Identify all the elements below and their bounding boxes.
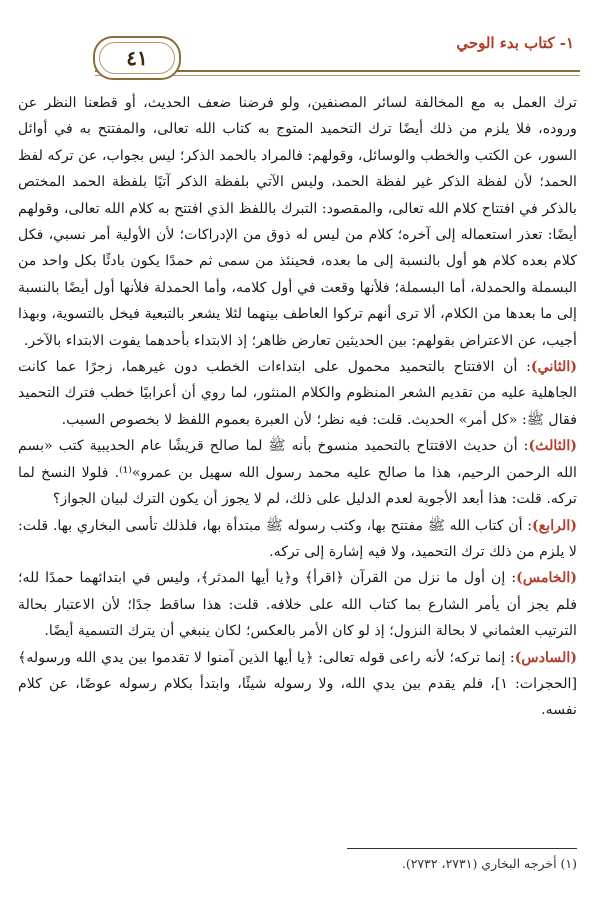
footnote-rule: [347, 848, 577, 849]
paragraph-text: : أن كتاب الله ﷺ مفتتح بها، وكتب رسوله ﷺ مبتدأة بها، فلذلك تأسى البخاري بها. قلت: لا يلزم من ذلك ترك التحميد، ولا فيه إشارة إلى تركه.: [18, 517, 577, 560]
body-text: [18, 90, 577, 724]
paragraph-5: [18, 565, 577, 644]
paragraph-lead: (الرابع): [532, 517, 577, 534]
page-header: [95, 30, 580, 84]
paragraph-4: [18, 513, 577, 566]
paragraph-3: [18, 433, 577, 512]
paragraph-text: : إن أول ما نزل من القرآن ﴿اقرأ﴾ و﴿يا أيها المدثر﴾، وليس في ابتدائهما حمدًا لله؛ فلم يجز أن يأمر الشارع بما كتاب الله على خلافه. قلت: هذا ساقط جدًا؛ لأن الاعتبار بحالة الترتيب العثماني لا بحالة النزول؛ إذ لو كان الأمر بالعكس؛ لكان ينبغي أن يترك التسمية أيضًا.: [18, 570, 577, 640]
paragraph-text: ترك العمل به مع المخالفة لسائر المصنفين، ولو فرضنا ضعف الحديث، أو قطعنا النظر عن وروده، فلا يلزم من ذلك أيضًا ترك التحميد المتوج به كتاب الله تعالى، والمفتتح به في أوائل السور، عن الكتب والخطب والوسائل، وقولهم: فالمراد بالحمد الذكر؛ ليس بجواب، عن تركه لفظ الحمد؛ لأن لفظة الذكر غير لفظة الحمد، وليس الآتي بلفظة الذكر آتيًا بلفظة الحمد المختص بالذكر في افتتاح كلام الله تعالى، والمقصود: التبرك باللفظ الذي افتتح به كلام الله تعالى، وقولهم أيضًا: تعذر استعماله إلى آخره؛ كلام من ليس له ذوق من الإدراكات؛ لأن الأولية أمر نسبي، فكل كلام بعده كلام هو أول بالنسبة إلى ما بعده، فحينئذ من سمى ثم حمدًا يكون بادئًا بكل واحد من البسملة والحمدلة، أما البسملة؛ فلأنها وقعت في أول كلامه، وأما الحمدلة فلأنها أول أيضًا بالنسبة إلى ما بعدها من الكلام، ألا ترى أنهم تركوا العاطف بينهما لئلا يشعر بالتبعية فيخل بالتسوية، وبهذا أجيب، عن الاعتراض بقولهم: بين الحديثين تعارض ظاهر؛ إذ الابتداء بأحدهما يفوت الابتداء بالآخر.: [18, 95, 577, 349]
paragraph-lead: (السادس): [514, 649, 577, 666]
paragraph-1: [18, 90, 577, 354]
paragraph-lead: (الخامس): [516, 570, 577, 587]
page-number-badge: [93, 36, 181, 80]
paragraph-text: : أن حديث الافتتاح بالتحميد منسوخ بأنه ﷺ لما صالح قريشًا عام الحديبية كتب «بسم الله الرحمن الرحيم، هذا ما صالح عليه محمد رسول الله سهيل بن عمرو»⁽¹⁾. فلولا النسخ لما تركه. قلت: هذا أبعد الأجوبة لعدم الدليل على ذلك، لم لا يجوز أن يكون الترك لبيان الجواز؟: [18, 438, 577, 508]
paragraph-2: [18, 354, 577, 433]
paragraph-6: [18, 645, 577, 724]
paragraph-text: : إنما تركه؛ لأنه راعى قوله تعالى: ﴿يا أيها الذين آمنوا لا تقدموا بين يدي الله ورسوله﴾ [الحجرات: ١]، فلم يقدم بين يدي الله، ولا رسوله شيئًا، وابتدأ بكلام رسوله عوضًا، عن كلام نفسه.: [18, 649, 577, 719]
footnote-1: (١) أخرجه البخاري (٢٧٣١، ٢٧٣٢).: [401, 856, 577, 871]
chapter-title: ١- كتاب بدء الوحي: [456, 34, 574, 52]
page-number: ٤١: [126, 46, 148, 70]
paragraph-lead: (الثاني): [530, 359, 577, 376]
paragraph-text: : أن الافتتاح بالتحميد محمول على ابتداءات الخطب دون غيرهما، زجرًا عما كانت الجاهلية عليه من تقديم الشعر المنظوم والكلام المنثور، لما روي أن أعرابيًا خطب فترك التحميد فقال ﷺ: «كل أمر» الحديث. قلت: فيه نظر؛ لأن العبرة بعموم اللفظ لا بخصوص السبب.: [18, 359, 577, 428]
paragraph-lead: (الثالث): [528, 438, 577, 455]
